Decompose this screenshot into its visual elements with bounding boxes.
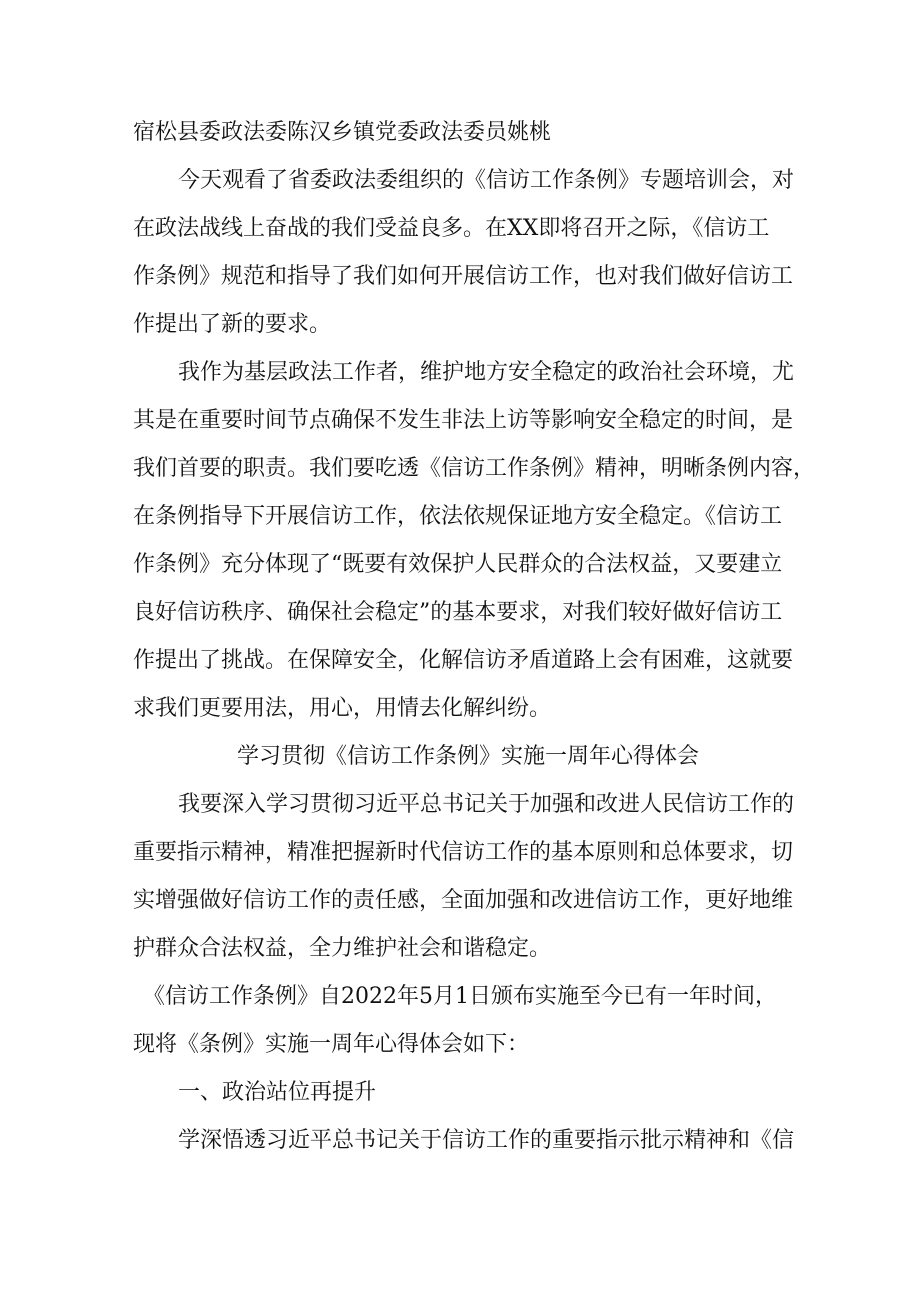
paragraph-line: 求我们更要用法，用心，用情去化解纠纷。 bbox=[133, 696, 552, 721]
section-title: 学习贯彻《信访工作条例》实施一周年心得体会 bbox=[237, 744, 700, 769]
section-heading: 一、政治站位再提升 bbox=[178, 1080, 377, 1105]
paragraph-line: 学深悟透习近平总书记关于信访工作的重要指示批示精神和《信 bbox=[178, 1128, 795, 1153]
paragraph-line: 在条例指导下开展信访工作，依法依规保证地方安全稳定。《信访工 bbox=[133, 504, 783, 529]
author-line: 宿松县委政法委陈汉乡镇党委政法委员姚桃 bbox=[133, 120, 552, 145]
paragraph-line: 我们首要的职责。我们要吃透《信访工作条例》精神，明晰条例内容， bbox=[133, 456, 816, 481]
paragraph-line: 良好信访秩序、确保社会稳定”的基本要求，对我们较好做好信访工 bbox=[133, 600, 783, 625]
paragraph-line: 我作为基层政法工作者，维护地方安全稳定的政治社会环境，尤 bbox=[178, 360, 795, 385]
paragraph-line: 今天观看了省委政法委组织的《信访工作条例》专题培训会，对 bbox=[178, 168, 795, 193]
paragraph-line: 现将《条例》实施一周年心得体会如下： bbox=[133, 1032, 530, 1057]
paragraph-line: 作提出了新的要求。 bbox=[133, 312, 332, 337]
paragraph-line: 其是在重要时间节点确保不发生非法上访等影响安全稳定的时间，是 bbox=[133, 408, 794, 433]
paragraph-line: 重要指示精神，精准把握新时代信访工作的基本原则和总体要求，切 bbox=[133, 840, 794, 865]
paragraph-line: 作条例》规范和指导了我们如何开展信访工作，也对我们做好信访工 bbox=[133, 264, 794, 289]
paragraph-line: 作提出了挑战。在保障安全，化解信访矛盾道路上会有困难，这就要 bbox=[133, 648, 794, 673]
paragraph-line: 作条例》充分体现了“既要有效保护人民群众的合法权益，又要建立 bbox=[133, 552, 783, 577]
paragraph-line: 实增强做好信访工作的责任感，全面加强和改进信访工作，更好地维 bbox=[133, 888, 794, 913]
paragraph-line: 护群众合法权益，全力维护社会和谐稳定。 bbox=[133, 936, 552, 961]
paragraph-line: 我要深入学习贯彻习近平总书记关于加强和改进人民信访工作的 bbox=[178, 792, 795, 817]
paragraph-line: 在政法战线上奋战的我们受益良多。在XX即将召开之际，《信访工 bbox=[133, 216, 770, 241]
paragraph-line: 《信访工作条例》自2022年5月1日颁布实施至今已有一年时间， bbox=[143, 984, 777, 1009]
